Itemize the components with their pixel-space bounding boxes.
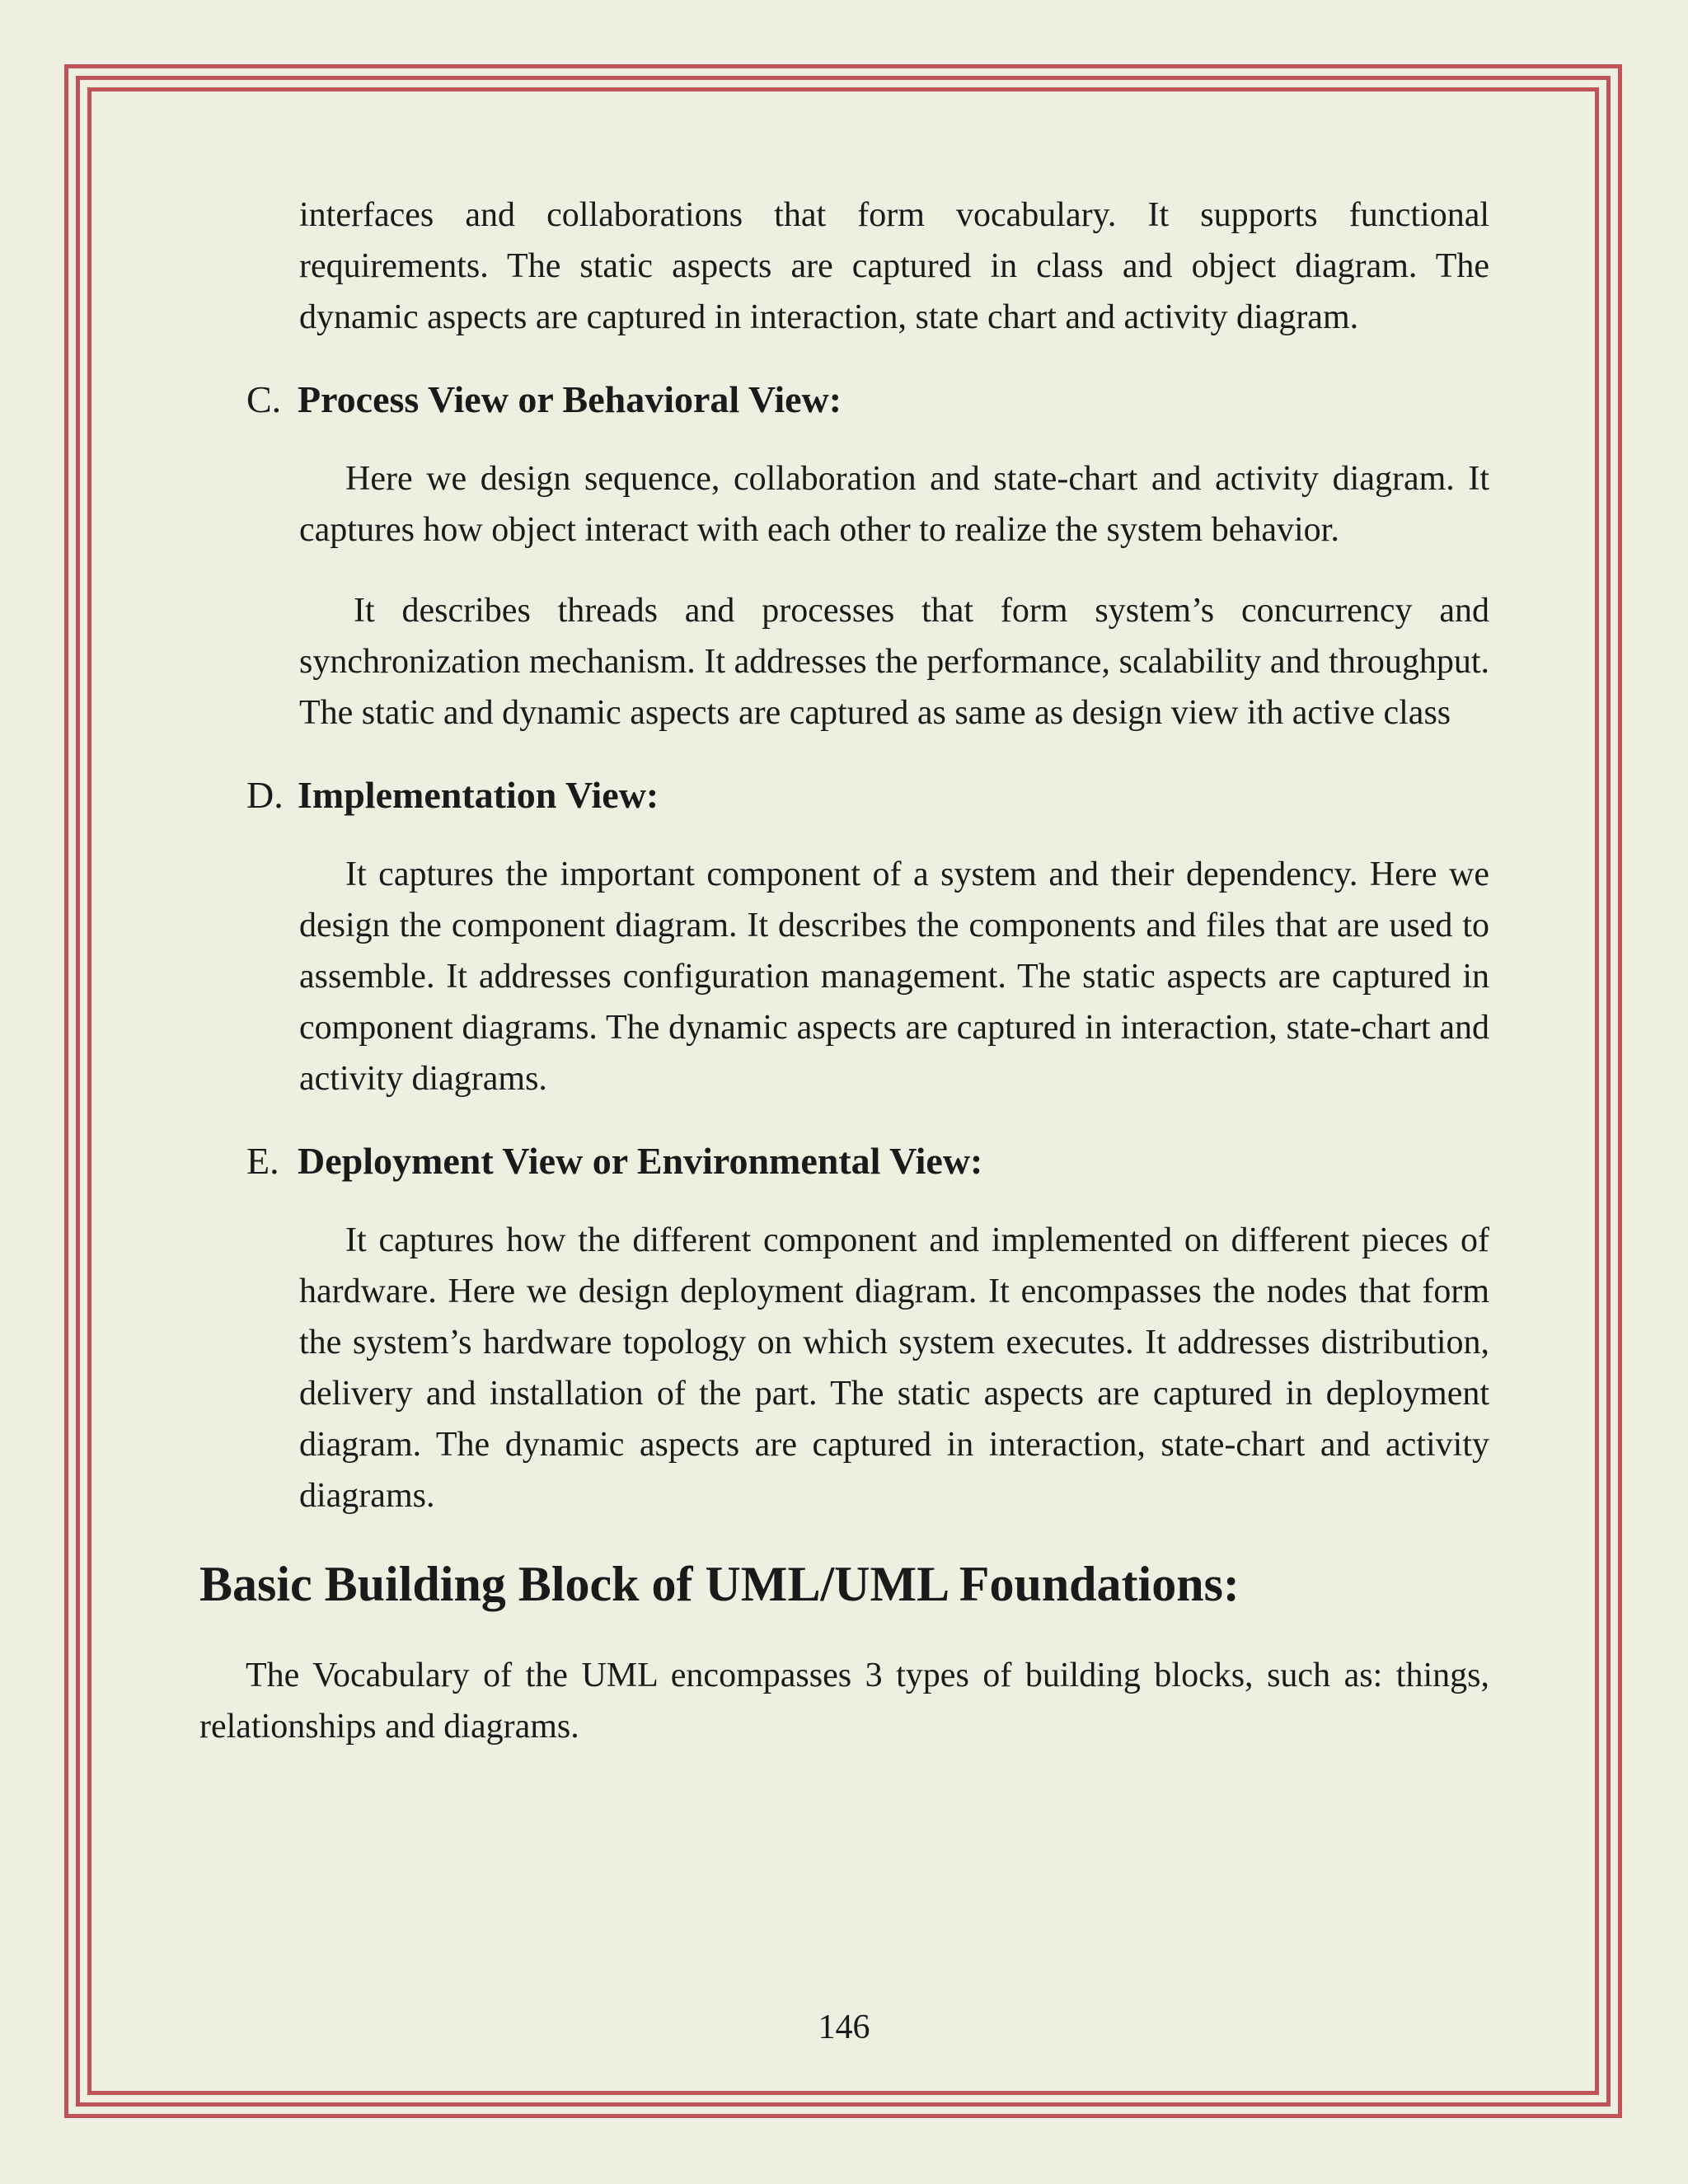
section-letter: E. <box>246 1140 279 1182</box>
page-number: 146 <box>818 2008 870 2046</box>
main-heading: Basic Building Block of UML/UML Foundations: <box>199 1557 1240 1611</box>
page-content <box>199 190 1489 1752</box>
main-paragraph: The Vocabulary of the UML encompasses 3 types of building blocks, such as: things, relationships and diagrams. <box>199 1657 1489 1746</box>
section-title: Deployment View or Environmental View: <box>298 1140 983 1182</box>
section-heading-d <box>199 770 1489 821</box>
section-title: Implementation View: <box>298 774 659 816</box>
section-paragraph: It captures the important component of a system and their dependency. Here we design the component diagram. It describes the components and files that are used to assemble. It addresses configuration management. The static aspects are captured in component diagrams. The dynamic aspects are captured in interaction, state-chart and activity diagrams. <box>299 855 1489 1098</box>
intro-paragraph: interfaces and collaborations that form vocabulary. It supports functional requirements. The static aspects are captured in class and object diagram. The dynamic aspects are captured in interaction, state chart and activity diagram. <box>299 196 1489 336</box>
section-paragraph: It describes threads and processes that form system’s concurrency and synchronization mechanism. It addresses the performance, scalability and throughput. The static and dynamic aspects are captured as same as design view ith active class <box>299 592 1489 732</box>
section-heading-c <box>199 374 1489 425</box>
section-heading-e <box>199 1136 1489 1187</box>
section-title: Process View or Behavioral View: <box>298 378 842 420</box>
section-paragraph: Here we design sequence, collaboration and state-chart and activity diagram. It captures how object interact with each other to realize the system behavior. <box>299 460 1489 549</box>
section-letter: C. <box>246 378 282 420</box>
section-letter: D. <box>246 774 284 816</box>
section-paragraph: It captures how the different component and implemented on different pieces of hardware. Here we design deployment diagram. It encompasses the nodes that form the system’s hardware topology on which system executes. It addresses distribution, delivery and installation of the part. The static aspects are captured in deployment diagram. The dynamic aspects are captured in interaction, state-chart and activity diagrams. <box>299 1221 1489 1515</box>
